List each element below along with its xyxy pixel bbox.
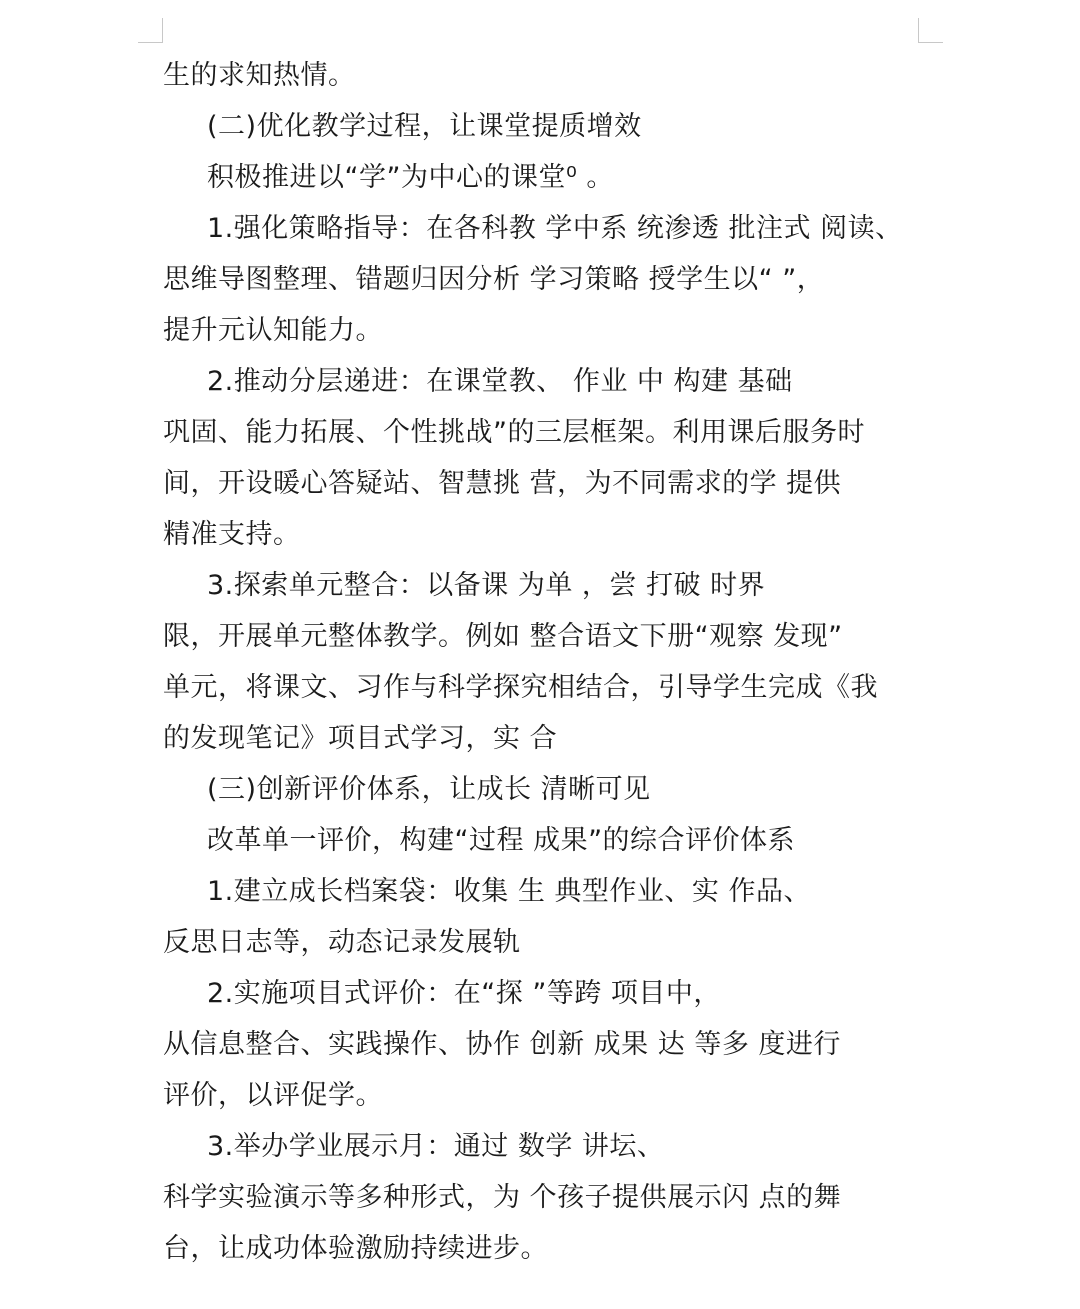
- document-body: [163, 50, 919, 1274]
- text-line: 科学实验演示等多种形式，为 个孩子提供展示闪 点的舞: [163, 1182, 842, 1213]
- section-heading: (三)创新评价体系，让成长 清晰可见: [207, 774, 651, 805]
- text-line: 3.探索单元整合：以备课 为单 ，尝 打破 时界: [207, 570, 766, 601]
- text-line: 间，开设暖心答疑站、智慧挑 营，为不同需求的学 提供: [163, 468, 842, 499]
- page-corner-mark-top-left: [138, 18, 163, 43]
- text-line: 单元，将课文、习作与科学探究相结合，引导学生完成《我: [163, 672, 878, 703]
- text-line: 2.实施项目式评价：在“探 ”等跨 项目中，: [207, 978, 721, 1009]
- text-line: 思维导图整理、错题归因分析 学习策略 授学生以“ ”，: [163, 264, 825, 295]
- text-line: 的发现笔记》项目式学习，实 合: [163, 723, 558, 754]
- text-line: 积极推进以“学”为中心的课堂⁰ 。: [207, 162, 614, 193]
- text-line: 限，开展单元整体教学。例如 整合语文下册“观察 发现”: [163, 621, 843, 652]
- text-line: 评价，以评促学。: [163, 1080, 383, 1111]
- text-line: 提升元认知能力。: [163, 315, 383, 346]
- text-line: 生的求知热情。: [163, 60, 356, 91]
- section-heading: (二)优化教学过程，让课堂提质增效: [207, 111, 642, 142]
- text-line: 巩固、能力拓展、个性挑战”的三层框架。利用课后服务时: [163, 417, 865, 448]
- text-line: 从信息整合、实践操作、协作 创新 成果 达 等多 度进行: [163, 1029, 841, 1060]
- text-line: 3.举办学业展示月：通过 数学 讲坛、: [207, 1131, 665, 1162]
- page-corner-mark-top-right: [918, 18, 943, 43]
- text-line: 2.推动分层递进：在课堂教、 作业 中 构建 基础: [207, 366, 793, 397]
- text-line: 反思日志等，动态记录发展轨: [163, 927, 521, 958]
- text-line: 1.强化策略指导：在各科教 学中系 统渗透 批注式 阅读、: [207, 213, 903, 244]
- text-line: 1.建立成长档案袋：收集 生 典型作业、实 作品、: [207, 876, 812, 907]
- text-line: 精准支持。: [163, 519, 301, 550]
- text-line: 台，让成功体验激励持续进步。: [163, 1233, 548, 1264]
- text-line: 改革单一评价，构建“过程 成果”的综合评价体系: [207, 825, 796, 856]
